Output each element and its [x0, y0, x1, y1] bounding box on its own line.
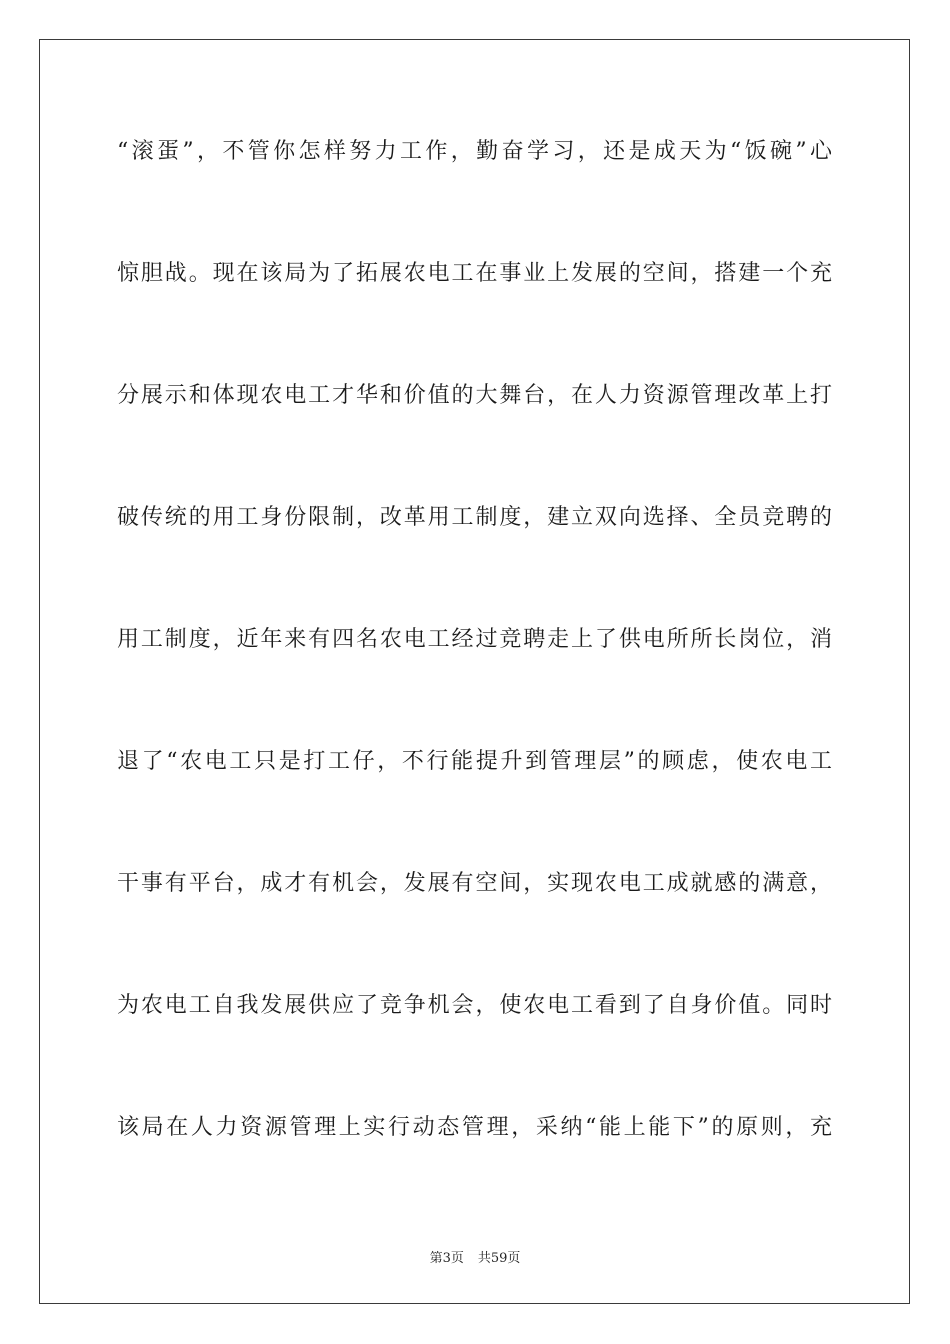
page-footer	[0, 1247, 950, 1266]
body-text-line-6: 退了“农电工只是打工仔，不行能提升到管理层”的顾虑，使农电工	[117, 749, 833, 774]
body-text-line-9: 该局在人力资源管理上实行动态管理，采纳“能上能下”的原则，充	[117, 1115, 833, 1140]
body-text-line-4: 破传统的用工身份限制，改革用工制度，建立双向选择、全员竞聘的	[117, 505, 833, 530]
body-text-line-5: 用工制度，近年来有四名农电工经过竞聘走上了供电所所长岗位，消	[117, 627, 833, 652]
body-text-line-8: 为农电工自我发展供应了竞争机会，使农电工看到了自身价值。同时	[117, 993, 833, 1018]
body-text-line-1: “滚蛋”，不管你怎样努力工作，勤奋学习，还是成天为“饭碗”心	[117, 139, 833, 164]
body-text-line-3: 分展示和体现农电工才华和价值的大舞台，在人力资源管理改革上打	[117, 383, 833, 408]
total-pages: 共59页	[477, 1251, 521, 1266]
page-number: 第3页	[429, 1251, 464, 1266]
body-text-line-2: 惊胆战。现在该局为了拓展农电工在事业上发展的空间，搭建一个充	[117, 261, 833, 286]
body-text-line-7: 干事有平台，成才有机会，发展有空间，实现农电工成就感的满意，	[117, 871, 833, 896]
